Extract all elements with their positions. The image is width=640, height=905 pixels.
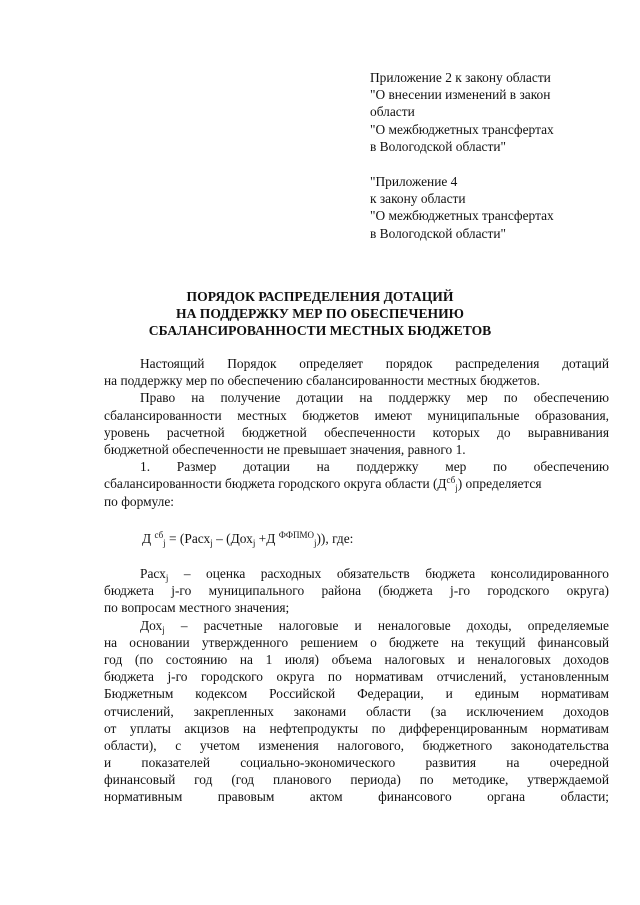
annex-line: "О межбюджетных трансфертах xyxy=(370,208,554,224)
annex-line: "Приложение 4 xyxy=(370,174,458,189)
text-run: – оценка расходных обязательств бюджета консолидированного xyxy=(168,566,609,581)
definition-line: отчислений, закрепленных законами области (за исключением доходов xyxy=(104,703,609,719)
definition-line: области), с учетом изменения налогового, бюджетного законодательства xyxy=(104,737,609,753)
annex-line: Приложение 2 к закону области xyxy=(370,70,551,85)
term: Дох xyxy=(140,617,163,633)
title-line: СБАЛАНСИРОВАННОСТИ МЕСТНЫХ БЮДЖЕТОВ xyxy=(148,323,492,339)
definition-line xyxy=(104,617,609,634)
subscript: j xyxy=(210,538,213,548)
superscript: ФФПМО xyxy=(278,530,314,540)
paragraph-line xyxy=(104,475,609,492)
formula-part: +Д xyxy=(255,531,279,546)
definition-line: на основании утвержденного решением о бюджете на текущий финансовый xyxy=(104,634,609,650)
definition-line: по вопросам местного значения; xyxy=(104,600,290,616)
subscript: j xyxy=(455,483,458,494)
paragraph-line: уровень расчетной бюджетной обеспеченности которых до выравнивания xyxy=(104,424,609,440)
paragraph-line: сбалансированности местных бюджетов имеют муниципальные образования, xyxy=(104,407,609,423)
paragraph-line: бюджетной обеспеченности не превышает значения, равного 1. xyxy=(104,441,466,457)
formula-part: – (Дох xyxy=(212,531,253,546)
title-line: ПОРЯДОК РАСПРЕДЕЛЕНИЯ ДОТАЦИЙ xyxy=(186,289,454,304)
subscript: j xyxy=(162,624,165,635)
definition-line: и показателей социально-экономического развития на очередной xyxy=(104,755,609,771)
definition-line: Бюджетным кодексом Российской Федерации, и единым нормативам xyxy=(104,686,609,702)
paragraph-line: на поддержку мер по обеспечению сбалансированности местных бюджетов. xyxy=(104,373,540,389)
document-body xyxy=(104,355,609,510)
term: Расх xyxy=(140,566,166,581)
definition-line xyxy=(104,565,609,582)
formula-part: Д xyxy=(142,531,155,546)
paragraph-line: Настоящий Порядок определяет порядок распределения дотаций xyxy=(140,356,609,371)
annex-line: в Вологодской области" xyxy=(370,138,506,154)
definition-line: год (по состоянию на 1 июля) объема налоговых и неналоговых доходов xyxy=(104,651,609,667)
text-run: сбалансированности бюджета городского округа области (Д xyxy=(104,476,447,492)
definition-line: бюджета j-го городского округа по нормативам отчислений, установленным xyxy=(104,669,609,685)
annex-line: к закону области xyxy=(370,191,466,207)
subscript: j xyxy=(163,538,166,548)
formula xyxy=(142,530,353,547)
subscript: j xyxy=(252,538,256,548)
annex-line: "О межбюджетных трансфертах xyxy=(370,121,554,137)
paragraph-line: по формуле: xyxy=(104,493,174,509)
text-run: ) определяется xyxy=(457,476,542,492)
annex-line: области xyxy=(370,104,415,120)
definition-line: финансовый год (год планового периода) по методике, утверждаемой xyxy=(104,772,609,788)
text-run: – расчетные налоговые и неналоговые доходы, определяемые xyxy=(164,617,609,633)
annex-line: "О внесении изменений в закон xyxy=(370,87,551,103)
definition-line: от уплаты акцизов на нефтепродукты по дифференцированным нормативам xyxy=(104,720,609,736)
definitions xyxy=(104,565,609,806)
annex-header-previous xyxy=(370,173,620,242)
superscript: сб xyxy=(446,475,456,486)
paragraph-line: Право на получение дотации на поддержку мер по обеспечению xyxy=(140,390,609,406)
annex-header-current xyxy=(370,69,620,155)
document-title xyxy=(110,288,530,340)
definition-line: бюджета j-го муниципального района (бюджета j-го городского округа) xyxy=(104,583,609,599)
subscript: j xyxy=(165,573,169,583)
formula-part: = (Расх xyxy=(165,531,211,546)
formula-part: )), где: xyxy=(316,531,354,546)
definition-line: нормативным правовым актом финансового органа области; xyxy=(104,789,609,805)
title-line: НА ПОДДЕРЖКУ МЕР ПО ОБЕСПЕЧЕНИЮ xyxy=(176,306,464,322)
annex-line: в Вологодской области" xyxy=(370,225,506,241)
superscript: сб xyxy=(154,530,164,540)
subscript: j xyxy=(313,538,317,548)
paragraph-line: 1. Размер дотации на поддержку мер по обеспечению xyxy=(140,459,609,475)
